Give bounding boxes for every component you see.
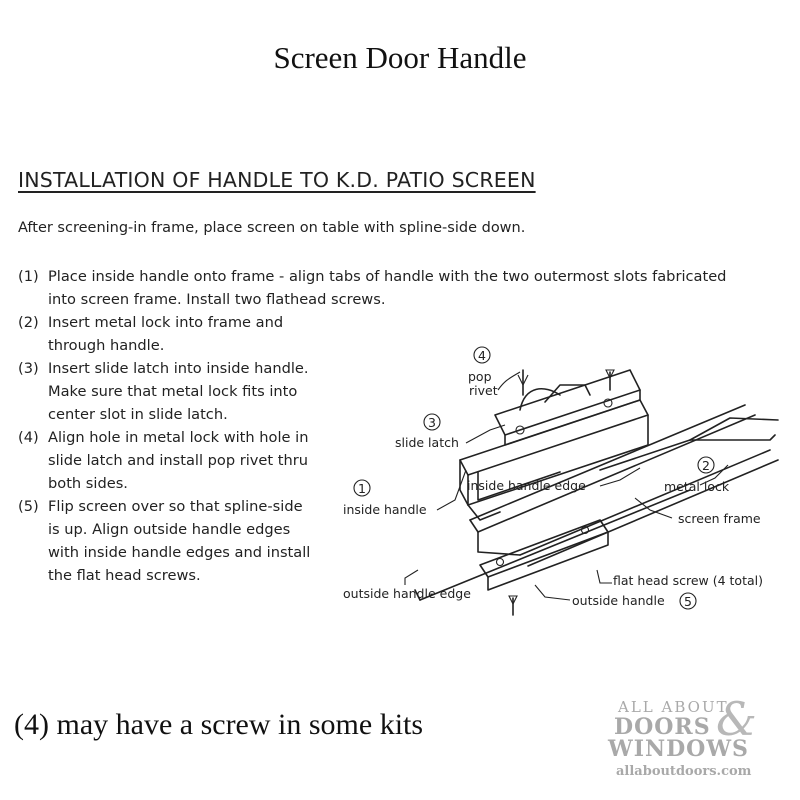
logo-line4: allaboutdoors.com [616,764,752,779]
outside-handle-edge-label: outside handle edge [343,586,471,601]
inside-handle-label: inside handle [343,502,427,517]
document-intro: After screening-in frame, place screen on table with spline-side down. [18,220,526,236]
flat-head-screw-label: flat head screw (4 total) [613,573,763,588]
callout-3-number: 3 [428,415,436,430]
step-text: Insert slide latch into inside handle. Make sure that metal lock fits into center slot in slide latch. [48,360,309,423]
callout-5-number: 5 [684,594,692,609]
step-number: (2) [18,314,39,331]
step-number: (4) [18,429,39,446]
all-about-doors-logo [604,692,774,788]
callout-2-number: 2 [702,458,710,473]
logo-line1: ALL ABOUT [618,698,729,716]
logo-line2: DOORS [614,714,711,740]
outside-handle-drawing [480,520,608,590]
screen-frame-label: screen frame [678,511,761,526]
inside-handle-edge-label: inside handle edge [467,478,586,493]
document-heading: INSTALLATION OF HANDLE TO K.D. PATIO SCREEN [18,168,536,192]
callout-4-number: 4 [478,348,486,363]
step-number: (1) [18,268,39,285]
screen-frame-drawing [415,405,778,600]
step-text: Insert metal lock into frame and through handle. [48,314,284,354]
pop-rivet-label-line2: rivet [469,383,498,398]
logo-ampersand: & [716,692,757,746]
metal-lock-label: metal lock [664,479,730,494]
step-number: (5) [18,498,39,515]
outside-handle-label: outside handle [572,593,665,608]
pop-rivet-label-line1: pop [468,369,492,384]
page-title: Screen Door Handle [273,40,527,75]
step-text: Align hole in metal lock with hole in slide latch and install pop rivet thru both sides. [48,429,309,492]
logo-line3: WINDOWS [608,736,749,762]
slide-latch-drawing [495,370,640,445]
step-text: Place inside handle onto frame - align tabs of handle with the two outermost slots fabricated into screen frame. Install two flathead screws. [48,268,727,308]
callout-1-number: 1 [358,481,366,496]
step-number: (3) [18,360,39,377]
metal-lock-drawing [600,418,778,470]
step-text: Flip screen over so that spline-side is up. Align outside handle edges with inside handle edges and install the flat head screws. [48,498,311,584]
slide-latch-label: slide latch [395,435,459,450]
kit-note: (4) may have a screw in some kits [14,708,424,741]
